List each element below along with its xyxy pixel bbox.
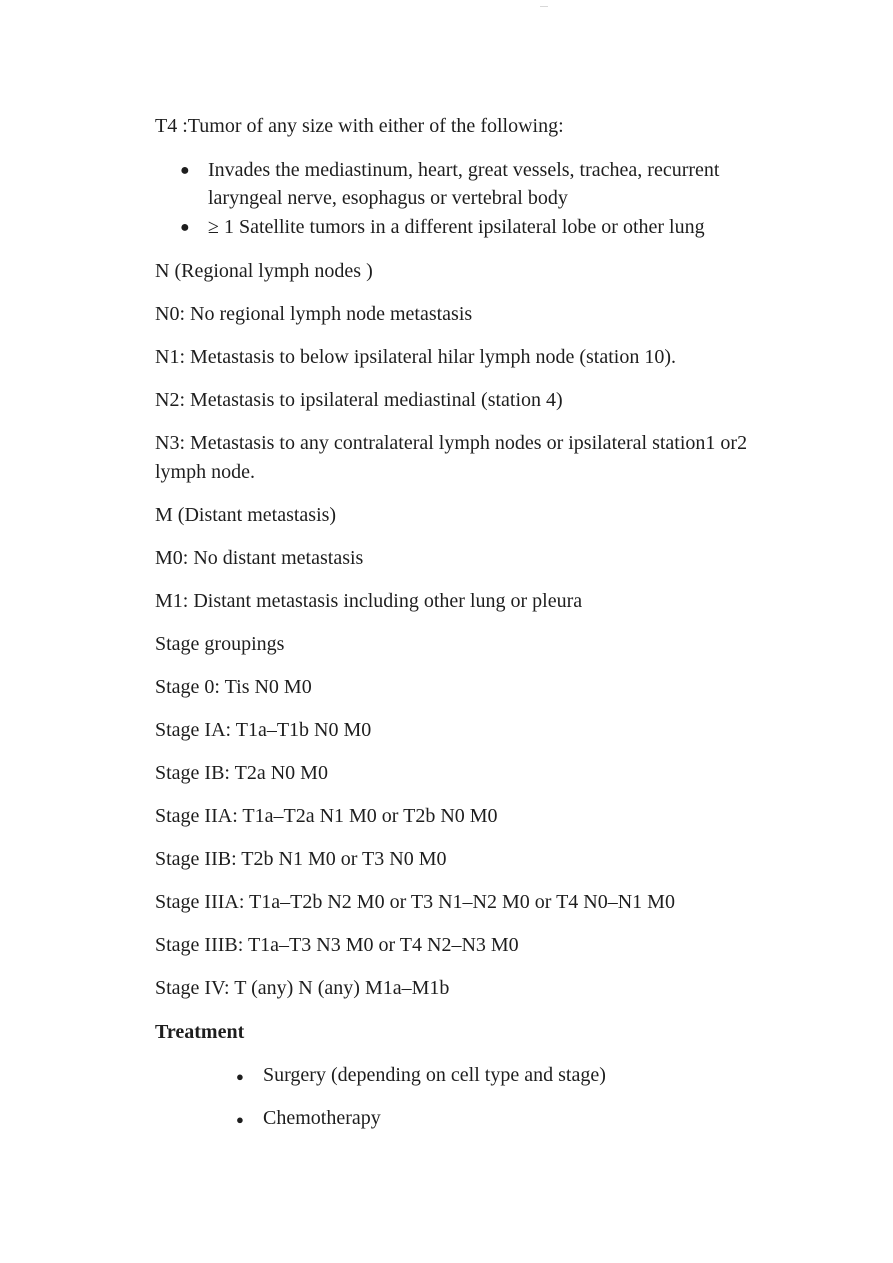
n0-text: N0: No regional lymph node metastasis	[155, 303, 473, 325]
n3-text-line-2: lymph node.	[155, 461, 255, 483]
treatment-item: Chemotherapy	[263, 1107, 381, 1129]
m-heading: M (Distant metastasis)	[155, 504, 337, 526]
t4-bullet-1-line-1: Invades the mediastinum, heart, great vessels, trachea, recurrent	[208, 159, 720, 181]
stage-item: Stage 0: Tis N0 M0	[155, 676, 312, 698]
n-heading: N (Regional lymph nodes )	[155, 260, 373, 282]
bullet-dot-icon: ●	[236, 1069, 244, 1084]
stage-item: Stage IV: T (any) N (any) M1a–M1b	[155, 977, 450, 999]
bullet-dot-icon: ●	[180, 162, 190, 179]
t4-bullet-2: ≥ 1 Satellite tumors in a different ipsilateral lobe or other lung	[208, 216, 705, 238]
bullet-dot-icon: ●	[180, 219, 190, 236]
treatment-item: Surgery (depending on cell type and stage)	[263, 1064, 606, 1086]
bullet-dot-icon: ●	[236, 1112, 244, 1127]
stage-item: Stage IB: T2a N0 M0	[155, 762, 328, 784]
stage-item: Stage IIB: T2b N1 M0 or T3 N0 M0	[155, 848, 447, 870]
n2-text: N2: Metastasis to ipsilateral mediastinal (station 4)	[155, 389, 563, 411]
stage-item: Stage IIIA: T1a–T2b N2 M0 or T3 N1–N2 M0 or T4 N0–N1 M0	[155, 891, 675, 913]
t4-heading: T4 :Tumor of any size with either of the following:	[155, 115, 564, 137]
stage-item: Stage IA: T1a–T1b N0 M0	[155, 719, 372, 741]
n3-text-line-1: N3: Metastasis to any contralateral lymph nodes or ipsilateral station1 or2	[155, 432, 748, 454]
t4-bullet-1-line-2: laryngeal nerve, esophagus or vertebral body	[208, 187, 568, 209]
m1-text: M1: Distant metastasis including other lung or pleura	[155, 590, 583, 612]
m0-text: M0: No distant metastasis	[155, 547, 364, 569]
stage-item: Stage IIIB: T1a–T3 N3 M0 or T4 N2–N3 M0	[155, 934, 519, 956]
scan-artifact	[540, 6, 548, 7]
treatment-heading: Treatment	[155, 1021, 245, 1043]
n1-text: N1: Metastasis to below ipsilateral hilar lymph node (station 10).	[155, 346, 677, 368]
stage-groupings-heading: Stage groupings	[155, 633, 285, 655]
stage-item: Stage IIA: T1a–T2a N1 M0 or T2b N0 M0	[155, 805, 498, 827]
